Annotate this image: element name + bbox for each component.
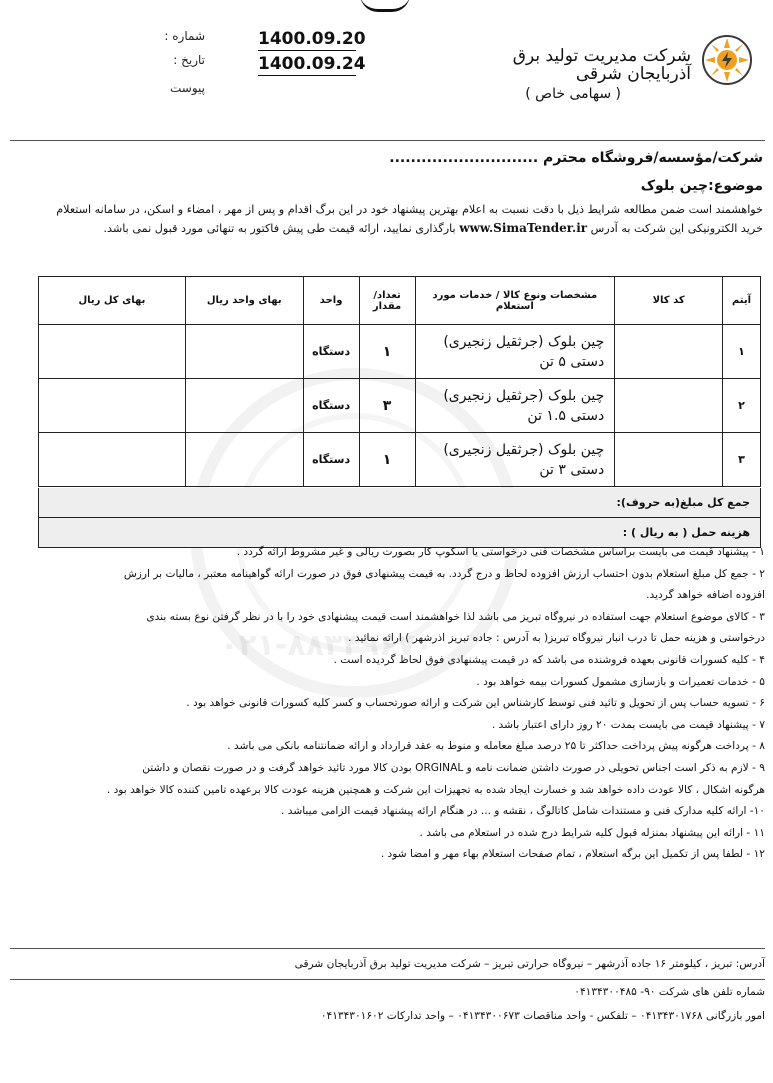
term-line: ۹ - لازم به ذکر است اجناس تحویلی در صورت داشتن ضمانت نامه و ORGINAL بودن کالا مورد تائید خواهد گرفت و در صورت نقصان و داشتن — [142, 761, 765, 774]
row-item: ۱ — [723, 325, 761, 379]
row-unit-price — [185, 325, 303, 379]
term-line: ۴ - کلیه کسورات قانونی بعهده فروشنده می باشد که در قیمت پیشنهادی فوق لحاظ گردیده است . — [333, 653, 765, 666]
col-qty: تعداد/ مقدار — [359, 277, 415, 325]
term-line: ۳ - کالای موضوع استعلام جهت استفاده در نیروگاه تبریز می باشد لذا خواهشمند است قیمت پیشنهادی خود را با در نظر گرفتن نوع بسته بندی — [146, 610, 765, 623]
company-name-line1: شرکت مدیریت تولید برق — [512, 46, 691, 66]
term-line: هرگونه اشکال ، کالا عودت داده خواهد شد و خسارت ایجاد شده به تجهیزات این شرکت و همچنین هزینه عودت کالا برعهده تامین کننده کالا خواهد بود . — [106, 783, 765, 796]
row-desc-line2: دستی ۱.۵ تن — [527, 407, 605, 424]
letter-date: 1400.09.24 — [258, 54, 366, 74]
salutation: شرکت/مؤسسه/فروشگاه محترم ............................ — [389, 150, 763, 166]
footer-divider-top — [10, 948, 765, 949]
row-item: ۲ — [723, 379, 761, 433]
letter-number: 1400.09.20 — [258, 29, 366, 49]
meta-values — [258, 28, 366, 76]
footer-contacts — [10, 982, 765, 1027]
term-line: درخواستی و هزینه حمل تا درب انبار نیروگاه تبریز( به آدرس : جاده تبریز اذرشهر ) ارائه نمائید . — [348, 632, 765, 645]
letter-header — [10, 8, 765, 138]
row-total — [39, 325, 186, 379]
table-row — [39, 379, 761, 433]
company-type: ( سهامی خاص ) — [525, 86, 621, 102]
row-desc — [415, 379, 615, 433]
col-item: آیتم — [723, 277, 761, 325]
row-total — [39, 379, 186, 433]
col-total: بهای کل ریال — [39, 277, 186, 325]
intro-line-2 — [10, 219, 763, 238]
letter-body — [10, 150, 765, 238]
meta-labels — [135, 28, 205, 96]
company-phone: شماره تلفن های شرکت ۹۰- ۰۴۱۳۴۳۰۰۴۸۵ — [574, 986, 765, 998]
footer-divider-mid — [10, 979, 765, 980]
terms-list — [10, 542, 765, 866]
col-unit-price: بهای واحد ریال — [185, 277, 303, 325]
shipping-cost-label: هزینه حمل ( به ریال ) : — [622, 526, 750, 539]
total-amount-label: جمع کل مبلغ(به حروف): — [616, 496, 750, 509]
row-desc-line2: دستی ۳ تن — [539, 461, 605, 478]
col-unit: واحد — [303, 277, 359, 325]
row-qty: ۳ — [359, 379, 415, 433]
company-name-line2: آذربایجان شرقی — [575, 64, 691, 84]
subject: موضوع:چین بلوک — [640, 178, 763, 194]
term-line: ۸ - پرداخت هرگونه پیش پرداخت حداکثر تا ۲۵ درصد مبلغ معامله و منوط به عقد قرارداد و ارائه ضمانتنامه بانکی می باشد . — [227, 740, 765, 753]
items-table — [38, 276, 761, 487]
term-line: ۲ - جمع کل مبلغ استعلام بدون احتساب ارزش افزوده لحاظ و درج گردد. به قیمت پیشنهادی فوق در صورت ارائه گواهینامه معتبر ، مالیات بر ارزش — [123, 567, 765, 580]
term-line: ۶ - تسویه حساب پس از تحویل و تائید فنی توسط کارشناس این شرکت و ارائه صورتحساب و کسر کلیه کسورات قانونی خواهد بود . — [186, 697, 765, 710]
term-line: ۱ - پیشنهاد قیمت می بایست براساس مشخصات فنی درخواستی یا اسکوپ کار بصورت ریالی و غیر مشروط ارائه گردد . — [236, 546, 765, 558]
label-number: شماره : — [164, 29, 205, 43]
address-text: آدرس: تبریز ، کیلومتر ۱۶ جاده آذرشهر – نیروگاه حرارتی تبریز – شرکت مدیریت تولید برق آذربایجان شرقی — [294, 958, 765, 970]
term-line: ۵ - خدمات تعمیرات و بازسازی مشمول کسورات بیمه خواهد بود . — [476, 675, 765, 688]
row-desc-line2: دستی ۵ تن — [539, 353, 605, 370]
intro-line-2a: خرید الکترونیکی این شرکت به آدرس — [590, 222, 763, 235]
document-page — [10, 8, 765, 1078]
term-line: ۱۰- ارائه کلیه مدارک فنی و مستندات شامل کاتالوگ ، نقشه و ... در هنگام ارائه پیشنهاد قیمت الزامی میباشد . — [281, 805, 765, 818]
top-mark — [360, 0, 410, 12]
term-line: ۱۲ - لطفا پس از تکمیل این برگه استعلام ، تمام صفحات استعلام بهاء مهر و امضا شود . — [380, 848, 765, 861]
row-unit-price — [185, 433, 303, 487]
watermark-phone: ۰۲۱-۸۸۳۴۹۶۷۰ — [220, 628, 434, 663]
tender-site-link[interactable]: www.SimaTender.ir — [459, 221, 588, 235]
row-desc-line1: چین بلوک (جرثقیل زنجیری) — [443, 441, 605, 458]
row-unit: دستگاه — [303, 325, 359, 379]
row-code — [615, 379, 723, 433]
company-name-block — [513, 46, 691, 102]
table-row — [39, 325, 761, 379]
label-attachment: پیوست — [170, 81, 205, 95]
header-divider — [10, 140, 765, 141]
term-line: ۷ - پیشنهاد قیمت می بایست بمدت ۲۰ روز دارای اعتبار باشد . — [491, 718, 765, 731]
row-item: ۳ — [723, 433, 761, 487]
total-amount-row — [38, 488, 761, 518]
row-qty: ۱ — [359, 433, 415, 487]
row-desc-line1: چین بلوک (جرثقیل زنجیری) — [443, 387, 605, 404]
term-line: افزوده اضافه خواهد گردید. — [646, 589, 765, 602]
row-unit: دستگاه — [303, 433, 359, 487]
row-desc — [415, 433, 615, 487]
intro-paragraph — [10, 200, 763, 238]
row-unit-price — [185, 379, 303, 433]
label-date: تاریخ : — [173, 53, 205, 67]
row-desc — [415, 325, 615, 379]
term-line: ۱۱ - ارائه این پیشنهاد بمنزله قبول کلیه شرایط درج شده در استعلام می باشد . — [419, 826, 765, 839]
table-header-row — [39, 277, 761, 325]
row-unit: دستگاه — [303, 379, 359, 433]
intro-line-2b: بارگذاری نمایید، ارائه قیمت طی پیش فاکتور به تنهائی مورد قبول نمی باشد. — [103, 222, 456, 235]
office-phones: امور بازرگانی ۰۴۱۳۴۳۰۱۷۶۸ – تلفکس - واحد مناقصات ۰۴۱۳۴۳۰۰۶۷۳ – واحد تدارکات ۰۴۱۳۴۳۰۱۶۰۲ — [320, 1010, 765, 1022]
company-logo-icon — [701, 34, 753, 86]
table-row — [39, 433, 761, 487]
intro-line-1: خواهشمند است ضمن مطالعه شرایط ذیل با دقت نسبت به اعلام بهترین پیشنهاد خود در این برگ اقدام و پس از مهر ، امضاء و اسکن، در سامانه استعلام — [56, 203, 763, 216]
col-code: کد کالا — [615, 277, 723, 325]
row-code — [615, 325, 723, 379]
row-total — [39, 433, 186, 487]
row-code — [615, 433, 723, 487]
col-desc: مشخصات ونوع کالا / خدمات مورد استعلام — [415, 277, 615, 325]
footer-address — [10, 954, 765, 975]
row-desc-line1: چین بلوک (جرثقیل زنجیری) — [443, 333, 605, 350]
row-qty: ۱ — [359, 325, 415, 379]
